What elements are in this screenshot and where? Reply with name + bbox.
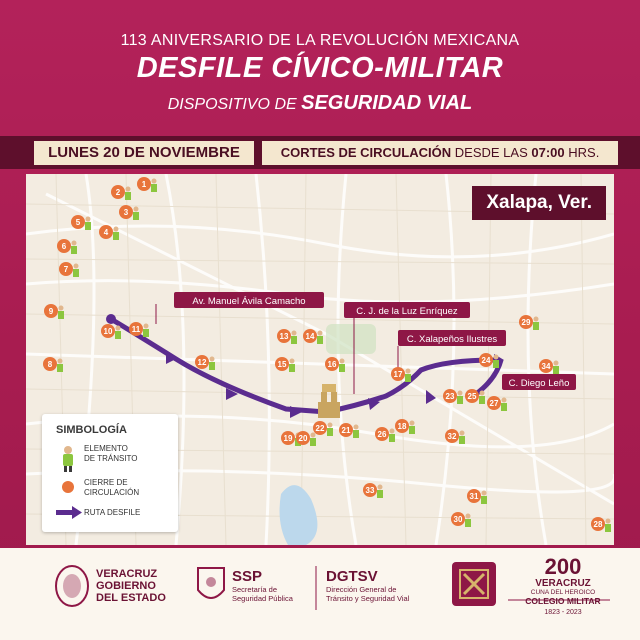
closure-number: 16 [327,360,337,369]
closure-point-23 [443,389,463,404]
officer-icon [409,421,415,435]
officer-icon [310,433,316,447]
closure-number: 20 [298,434,308,443]
route-arrow-icon [56,506,82,519]
closure-point-28 [591,517,611,532]
closure-point-18 [395,419,415,434]
closure-number: 23 [445,392,455,401]
closure-number: 30 [453,515,463,524]
officer-icon [481,491,487,505]
officer-icon [57,359,63,373]
officer-icon [289,359,295,373]
dgtsv-label: DGTSV Dirección General de Tránsito y Seguridad Vial [326,568,410,603]
subtitle-bold: SEGURIDAD VIAL [301,92,473,114]
officer-icon [73,264,79,278]
officer-icon [493,355,499,369]
officer-icon [58,306,64,320]
lake [280,485,318,545]
closure-dot-icon [62,481,74,493]
closure-number: 4 [103,228,109,237]
closure-point-2 [111,185,131,200]
hrs-label: HRS. [568,145,600,160]
city-map [26,174,614,545]
officer-icon [115,326,121,340]
officer-icon [85,217,91,231]
closure-number: 19 [283,434,293,443]
subtitle-light: DISPOSITIVO DE [167,96,297,113]
closure-number: 26 [377,430,387,439]
officer-icon [405,369,411,383]
closure-number: 32 [447,432,457,441]
officer-icon [553,361,559,375]
desde-label: DESDE LAS [454,145,528,160]
closure-point-15 [275,357,295,372]
closure-number: 9 [48,307,54,316]
closure-number: 31 [469,492,479,501]
legend-title: SIMBOLOGÍA [56,424,127,436]
legend-officer-label: ELEMENTO DE TRÁNSITO [84,444,138,463]
officer-icon [501,398,507,412]
closure-number: 27 [489,399,499,408]
closure-number: 5 [75,218,81,227]
footer-logos [0,548,640,640]
closure-time-banner [262,141,618,165]
closure-number: 6 [61,242,67,251]
closure-point-8 [43,357,63,372]
closure-point-17 [391,367,411,382]
closure-point-9 [44,304,64,319]
park [326,324,376,354]
start-time: 07:00 [531,145,565,160]
closure-point-33 [363,483,383,498]
officer-icon [533,317,539,331]
closure-number: 33 [365,486,375,495]
closure-point-24 [479,353,499,368]
closure-number: 8 [47,360,53,369]
closure-point-3 [119,205,139,220]
closure-point-1 [137,177,157,192]
closure-number: 14 [305,332,315,341]
officer-icon [133,207,139,221]
closure-number: 15 [277,360,287,369]
closure-number: 11 [131,325,141,334]
closure-number: 25 [467,392,477,401]
officer-icon [377,485,383,499]
closure-point-12 [195,355,215,370]
colegio-militar-label: 200 VERACRUZ CUNA DEL HEROICO COLEGIO MILITAR 1823 - 2023 [525,554,601,616]
svg-text:C. Xalapeños Ilustres: C. Xalapeños Ilustres [406,334,498,345]
officer-icon [339,359,345,373]
closure-point-10 [101,324,121,339]
event-date: LUNES 20 DE NOVIEMBRE [34,141,254,165]
closure-point-29 [519,315,539,330]
closure-number: 3 [123,208,129,217]
officer-icon [353,425,359,439]
anniversary-heading: 113 ANIVERSARIO DE LA REVOLUCIÓN MEXICANA [120,32,520,49]
closure-point-26 [375,427,395,442]
svg-text:Av. Manuel Ávila Camacho: Av. Manuel Ávila Camacho [192,296,306,307]
plaza-icon [322,384,336,392]
closure-number: 13 [279,332,289,341]
street-label-diego-leno [502,374,576,390]
event-title: DESFILE CÍVICO-MILITAR [136,52,504,84]
closure-point-16 [325,357,345,372]
officer-icon [143,324,149,338]
officer-icon [605,519,611,533]
map-legend [42,414,178,532]
closure-number: 2 [115,188,121,197]
closure-number: 7 [63,265,69,274]
closure-number: 29 [521,318,531,327]
officer-icon [479,391,485,405]
svg-text:C. Diego Leño: C. Diego Leño [508,378,570,389]
closure-point-13 [277,329,297,344]
closure-number: 17 [393,370,403,379]
officer-icon [389,429,395,443]
officer-icon [63,446,73,472]
route-start [106,314,116,324]
officer-icon [209,357,215,371]
officer-icon [291,331,297,345]
closure-point-11 [129,322,149,337]
officer-icon [71,241,77,255]
closure-number: 18 [397,422,407,431]
closure-number: 10 [103,327,113,336]
closure-point-31 [467,489,487,504]
closure-point-6 [57,239,77,254]
svg-text:C. J. de la Luz Enríquez: C. J. de la Luz Enríquez [356,306,458,317]
officer-icon [465,514,471,528]
ssp-label: SSP Secretaría de Seguridad Pública [232,568,293,603]
closure-number: 21 [341,426,351,435]
legend-route-label: RUTA DESFILE [84,508,141,517]
closure-point-27 [487,396,507,411]
closure-point-14 [303,329,323,344]
officer-icon [113,227,119,241]
closure-number: 12 [197,358,207,367]
officer-icon [459,431,465,445]
closure-number: 28 [593,520,603,529]
officer-icon [317,331,323,345]
legend-closure-label: CIERRE DE CIRCULACIÓN [84,478,140,497]
subtitle [0,92,640,115]
cortes-label: CORTES DE CIRCULACIÓN [280,145,452,160]
officer-icon [151,179,157,193]
officer-icon [327,423,333,437]
closure-point-30 [451,512,471,527]
officer-icon [125,187,131,201]
closure-point-7 [59,262,79,277]
city-label: Xalapa, Ver. [472,186,606,220]
closure-number: 24 [481,356,491,365]
colegio-militar-emblem-icon [452,562,496,606]
cathedral-icon [318,392,340,418]
closure-number: 1 [141,180,147,189]
closure-number: 22 [315,424,325,433]
closure-point-22 [313,421,333,436]
veracruz-gov-label: VERACRUZ GOBIERNO DEL ESTADO [96,568,166,604]
officer-icon [457,391,463,405]
ssp-shield-icon [198,568,224,598]
closure-number: 34 [541,362,551,371]
veracruz-seal-icon [56,566,88,606]
closure-point-4 [99,225,119,240]
closure-point-25 [465,389,485,404]
